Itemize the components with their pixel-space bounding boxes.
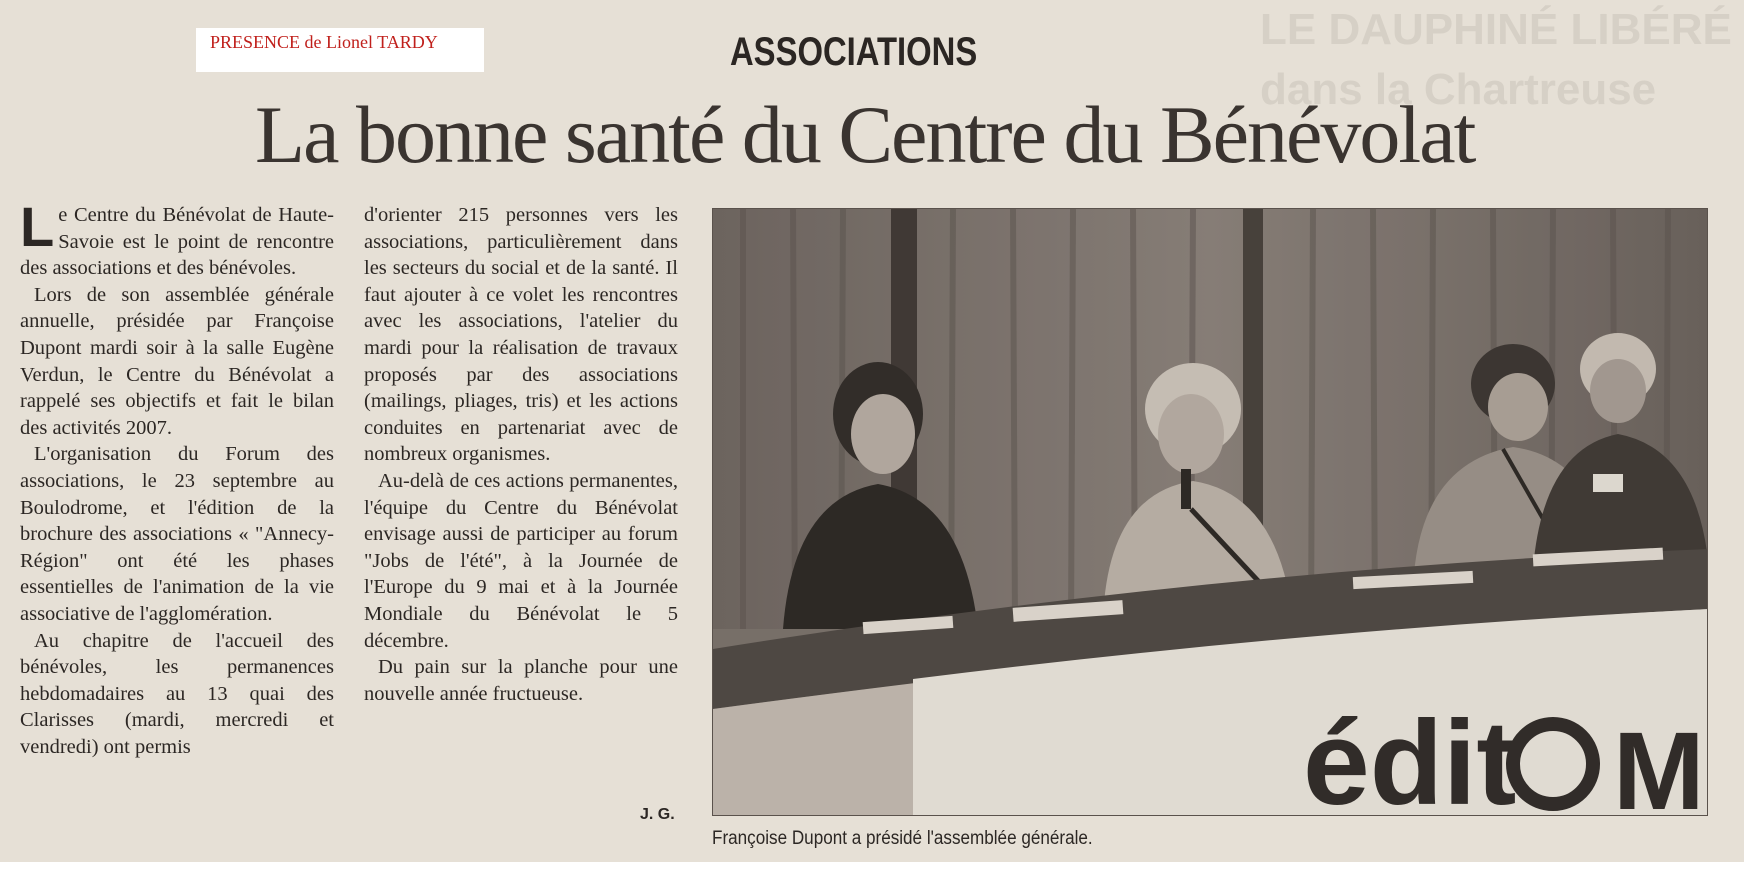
- paragraph: Du pain sur la planche pour une nouvelle année fructueuse.: [364, 656, 678, 705]
- bleed-line: LE DAUPHINÉ LIBÉRÉ: [1260, 5, 1732, 54]
- paragraph: Lors de son assemblée générale annuelle, présidée par Françoise Dupont mardi soir à la salle Eugène Verdun, le Centre du Bénévolat a rappelé ses objectifs et fait le bilan des activités 2007.: [20, 283, 334, 439]
- paragraph-text: e Centre du Bénévolat de Haute-Savoie est le point de rencontre des associations et des bénévoles.: [20, 204, 334, 280]
- presence-stamp: PRESENCE de Lionel TARDY: [196, 28, 484, 72]
- paragraph: [20, 195, 334, 282]
- paragraph: Au-delà de ces actions permanentes, l'équipe du Centre du Bénévolat envisage aussi de participer au forum "Jobs de l'été", à la Journée de l'Europe du 9 mai et à la Journée Mondiale du Bénévolat le 5 décembre.: [364, 469, 678, 652]
- photo-caption: Françoise Dupont a présidé l'assemblée générale.: [712, 828, 1093, 849]
- paragraph: Au chapitre de l'accueil des bénévoles, les permanences hebdomadaires au 13 quai des Clarisses (mardi, mercredi et vendredi) ont permis: [20, 629, 334, 758]
- banner-lettering: édit: [1303, 696, 1517, 816]
- section-kicker: ASSOCIATIONS: [730, 30, 978, 74]
- news-photo: [712, 208, 1708, 816]
- meeting-photo-illustration: [713, 209, 1708, 816]
- banner-lettering: M: [1613, 710, 1705, 816]
- article-column-1: [20, 195, 334, 760]
- drop-cap: L: [20, 195, 55, 258]
- author-signature: J. G.: [640, 806, 675, 823]
- bleed-line: dans la Chartreuse: [1260, 65, 1657, 114]
- article-column-2: [364, 202, 678, 707]
- article-headline: La bonne santé du Centre du Bénévolat: [255, 89, 1475, 180]
- paragraph: d'orienter 215 personnes vers les associations, particulièrement dans les secteurs du social et de la santé. Il faut ajouter à ce volet les rencontres avec les associations, l'atelier du mardi pour la réalisation de travaux proposés par des associations (mailings, pliages, tris) et les actions conduites en partenariat avec de nombreux organismes.: [364, 204, 678, 466]
- paragraph: L'organisation du Forum des associations, le 23 septembre au Boulodrome, et l'édition de la brochure des associations « "Annecy-Région" ont été les phases essentielles de l'animation de la vie associative de l'agglomération.: [20, 443, 334, 625]
